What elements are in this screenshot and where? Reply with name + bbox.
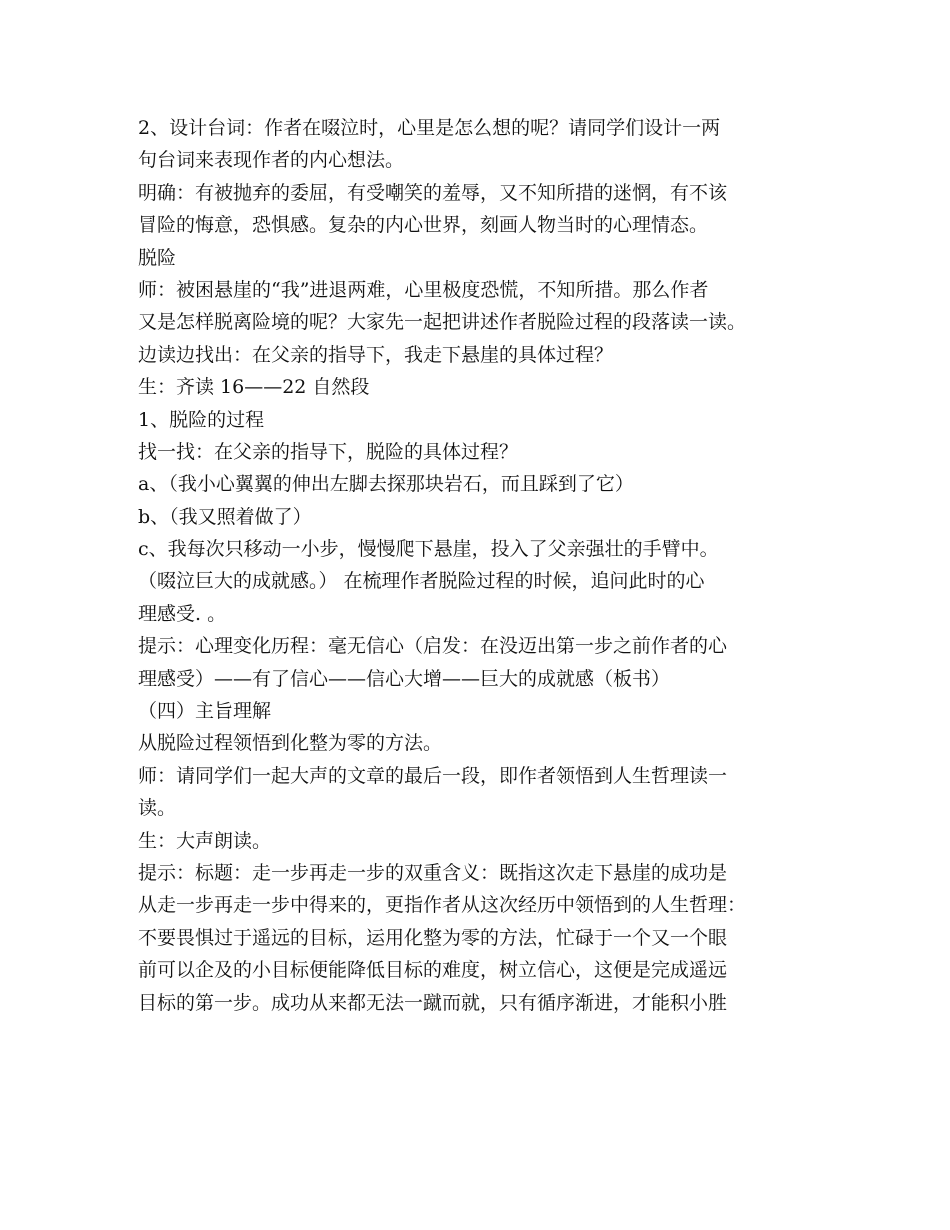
text-line: 师：被困悬崖的“我”进退两难，心里极度恐慌，不知所措。那么作者 — [138, 278, 709, 301]
text-line: （啜泣巨大的成就感。） 在梳理作者脱险过程的时候，追问此时的心 — [138, 570, 705, 593]
list-item: c、我每次只移动一小步，慢慢爬下悬崖，投入了父亲强壮的手臂中。 — [138, 538, 719, 561]
text-line: 找一找：在父亲的指导下，脱险的具体过程？ — [138, 440, 519, 463]
text-line: 不要畏惧过于遥远的目标，运用化整为零的方法，忙碌于一个又一个眼 — [138, 926, 728, 949]
text-line: 冒险的悔意，恐惧感。复杂的内心世界，刻画人物当时的心理情态。 — [138, 214, 709, 237]
section-heading: 脱险 — [138, 246, 177, 269]
text-line: 句台词来表现作者的内心想法。 — [138, 149, 405, 172]
list-item: b、（我又照着做了） — [138, 505, 312, 528]
text-line: 师：请同学们一起大声的文章的最后一段，即作者领悟到人生哲理读一 — [138, 764, 728, 787]
text-line: 理感受. 。 — [138, 602, 227, 625]
text-line: 提示：标题：走一步再走一步的双重含义：既指这次走下悬崖的成功是 — [138, 861, 728, 884]
text-line: 生：齐读 16——22 自然段 — [138, 376, 370, 399]
text-line: 从脱险过程领悟到化整为零的方法。 — [138, 732, 443, 755]
text-line: 2、设计台词：作者在啜泣时，心里是怎么想的呢？请同学们设计一两 — [138, 117, 721, 139]
list-item: a、（我小心翼翼的伸出左脚去探那块岩石，而且踩到了它） — [138, 473, 634, 496]
text-line: 生：大声朗读。 — [138, 829, 272, 852]
text-line: 前可以企及的小目标便能降低目标的难度，树立信心，这便是完成遥远 — [138, 959, 728, 982]
text-line: 边读边找出：在父亲的指导下，我走下悬崖的具体过程？ — [138, 343, 614, 366]
text-line: 明确：有被抛弃的委屈，有受嘲笑的羞辱，又不知所措的迷惘，有不该 — [138, 181, 728, 204]
section-heading: （四）主旨理解 — [138, 700, 272, 723]
section-heading: 1、脱险的过程 — [138, 408, 265, 431]
text-line: 又是怎样脱离险境的呢？大家先一起把讲述作者脱险过程的段落读一读。 — [138, 311, 747, 334]
text-line: 提示：心理变化历程：毫无信心（启发：在没迈出第一步之前作者的心 — [138, 635, 728, 658]
text-line: 从走一步再走一步中得来的，更指作者从这次经历中领悟到的人生哲理： — [138, 894, 747, 917]
text-line: 读。 — [138, 797, 177, 820]
text-line: 理感受）——有了信心——信心大增——巨大的成就感（板书） — [138, 667, 671, 690]
document-page — [138, 112, 828, 1019]
text-line: 目标的第一步。成功从来都无法一蹴而就，只有循序渐进，才能积小胜 — [138, 991, 728, 1014]
